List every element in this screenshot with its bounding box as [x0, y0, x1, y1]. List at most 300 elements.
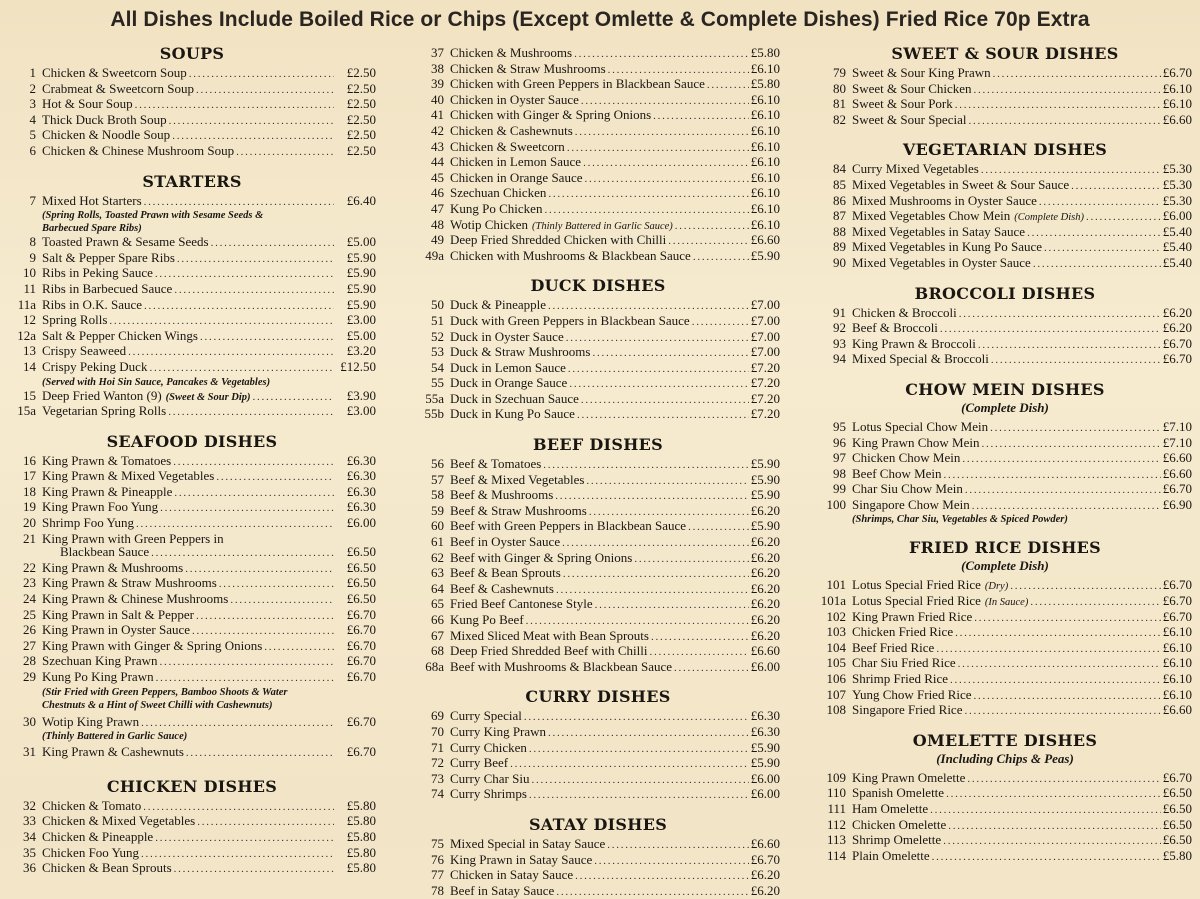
item-name: Sweet & Sour Chicken	[852, 80, 972, 96]
item-name: Hot & Sour Soup	[42, 96, 133, 112]
item-number: 20	[23, 515, 36, 531]
menu-item	[818, 771, 1192, 787]
menu-item	[416, 772, 780, 788]
section-chow-mein	[818, 420, 1192, 514]
dot-leader	[548, 298, 749, 314]
item-number: 111	[827, 801, 846, 816]
item-number: 49a	[425, 247, 444, 263]
item-price: £6.10	[750, 138, 780, 154]
dot-leader	[219, 576, 334, 592]
menu-item	[416, 93, 780, 109]
item-price: £5.40	[1162, 223, 1192, 239]
dot-leader	[211, 235, 334, 251]
section-seafood-a	[8, 454, 376, 532]
dot-leader	[583, 155, 749, 171]
menu-item	[818, 451, 1192, 467]
menu-item	[416, 504, 780, 520]
item-number: 44	[431, 154, 444, 170]
dot-leader	[943, 833, 1161, 849]
dot-leader	[196, 82, 334, 98]
item-number: 58	[431, 487, 444, 503]
item-price: £7.00	[750, 297, 780, 313]
item-name: Salt & Pepper Spare Ribs	[42, 249, 175, 265]
menu-item	[416, 629, 780, 645]
item-price: £5.30	[1162, 161, 1192, 177]
dot-leader	[607, 837, 749, 853]
dot-leader	[230, 592, 334, 608]
menu-item	[818, 240, 1192, 256]
item-number: 12	[23, 312, 36, 328]
dot-leader	[1027, 225, 1161, 241]
dot-leader	[688, 519, 749, 535]
item-price: £6.70	[346, 606, 376, 622]
item-price: £2.50	[346, 127, 376, 143]
dot-leader	[563, 566, 749, 582]
item-number: 97	[833, 450, 846, 466]
dot-leader	[543, 457, 748, 473]
item-name: Wotip King Prawn	[42, 713, 140, 729]
item-name: Deep Fried Wanton (9)	[42, 387, 162, 403]
item-name: Mixed Special & Broccoli	[852, 351, 989, 367]
menu-item	[818, 97, 1192, 113]
dot-leader	[144, 298, 334, 314]
item-name: Spring Rolls	[42, 312, 108, 328]
item-price: £2.50	[346, 65, 376, 80]
item-name: Duck in Lemon Sauce	[450, 359, 566, 375]
item-price: £5.90	[750, 755, 780, 771]
dot-leader	[651, 629, 749, 645]
menu-item	[818, 656, 1192, 672]
item-number: 4	[29, 111, 36, 127]
item-number: 60	[431, 518, 444, 534]
item-name: Curry King Prawn	[450, 723, 547, 739]
item-name: Char Siu Fried Rice	[852, 655, 956, 671]
menu-item	[818, 482, 1192, 498]
item-number: 55	[431, 375, 444, 391]
item-name: Duck in Oyster Sauce	[450, 328, 564, 344]
item-number: 13	[23, 343, 36, 359]
item-name: Chicken & Tomato	[42, 797, 142, 813]
dot-leader	[668, 233, 748, 249]
item-name: Yung Chow Fried Rice	[852, 686, 972, 702]
item-name: Beef Chow Mein	[852, 465, 942, 481]
dot-leader	[930, 802, 1161, 818]
item-name: King Prawn & Cashewnuts	[42, 744, 184, 760]
item-price: £6.70	[1162, 351, 1192, 367]
menu-item	[416, 345, 780, 361]
menu-item	[818, 818, 1192, 834]
item-price: £7.00	[750, 344, 780, 360]
item-number: 109	[826, 769, 846, 785]
menu-item	[8, 313, 376, 329]
item-price: £6.00	[750, 658, 780, 674]
item-number: 110	[826, 785, 846, 801]
item-price: £5.30	[1162, 176, 1192, 192]
item-name: Chicken with Green Peppers in Blackbean Sauce	[450, 76, 705, 92]
dot-leader	[974, 688, 1161, 704]
item-name: Sweet & Sour Pork	[852, 96, 953, 112]
dot-leader	[524, 709, 749, 725]
item-name: Beef with Ginger & Spring Onions	[450, 549, 633, 565]
dot-leader	[548, 725, 749, 741]
item-number: 40	[431, 91, 444, 107]
dot-leader	[595, 597, 749, 613]
menu-column-1	[8, 38, 376, 877]
menu-item	[416, 725, 780, 741]
section-subtitle-omelette: (Including Chips & Peas)	[936, 750, 1074, 766]
item-number: 22	[23, 559, 36, 575]
dot-leader	[160, 500, 334, 516]
menu-item	[8, 516, 376, 532]
item-number: 56	[431, 456, 444, 472]
dot-leader	[577, 407, 749, 423]
item-name: Plain Omelette	[852, 847, 930, 863]
menu-item	[8, 144, 376, 160]
dot-leader	[589, 504, 749, 520]
item-name: Shrimp Omelette	[852, 832, 942, 848]
item-number: 28	[23, 653, 36, 669]
item-number: 61	[431, 534, 444, 550]
item-name: Chicken & Mixed Vegetables	[42, 813, 196, 829]
section-title-vegetarian: VEGETARIAN DISHES	[902, 140, 1108, 160]
item-name: Chicken with Ginger & Spring Onions	[450, 107, 652, 123]
section-title-starters: STARTERS	[142, 171, 242, 191]
item-price: £7.10	[1162, 418, 1192, 434]
section-subtitle-chow-mein: (Complete Dish)	[961, 399, 1049, 415]
section-title-beef: BEEF DISHES	[533, 435, 663, 455]
item-price: £3.20	[346, 343, 376, 359]
item-price: £6.10	[1162, 96, 1192, 112]
item-name: Mixed Vegetables in Sweet & Sour Sauce	[852, 176, 1070, 192]
menu-item	[818, 594, 1192, 610]
item-name: King Prawn Chow Mein	[852, 434, 980, 450]
item-name: Curry Shrimps	[450, 786, 527, 802]
item-price: £6.50	[1162, 816, 1192, 832]
item-name: King Prawn & Mushrooms	[42, 559, 184, 575]
item-name-continued: Blackbean Sauce	[60, 544, 150, 560]
dot-leader	[177, 251, 334, 267]
item-price: £2.50	[346, 80, 376, 96]
item-name: Ribs in Barbecued Sauce	[42, 280, 173, 296]
menu-item	[416, 46, 780, 62]
item-price: £6.10	[1162, 624, 1192, 640]
section-duck	[416, 298, 780, 423]
menu-item	[818, 833, 1192, 849]
menu-column-3	[818, 38, 1192, 864]
item-note: (Thinly Battered in Garlic Sauce)	[532, 220, 673, 232]
dot-leader	[144, 194, 334, 210]
item-number: 46	[431, 185, 444, 201]
item-name: King Prawn & Mixed Vegetables	[42, 468, 215, 484]
item-price: £7.20	[750, 390, 780, 406]
menu-item	[416, 535, 780, 551]
dot-leader	[1071, 178, 1161, 194]
item-number: 105	[826, 655, 846, 671]
item-number: 39	[431, 76, 444, 92]
item-number: 29	[23, 669, 36, 684]
item-number: 6	[29, 142, 36, 158]
dot-leader	[109, 313, 334, 329]
item-name: Chicken & Mushrooms	[450, 45, 573, 60]
item-price: £6.00	[1162, 208, 1192, 224]
item-name: Chicken Chow Mein	[852, 450, 961, 466]
menu-item	[8, 861, 376, 877]
item-name: Sweet & Sour King Prawn	[852, 65, 991, 80]
menu-item-continuation	[8, 545, 376, 561]
menu-item	[8, 485, 376, 501]
item-name: Chicken & Sweetcorn	[450, 138, 565, 154]
item-number: 91	[833, 304, 846, 320]
dot-leader	[135, 97, 334, 113]
menu-item	[8, 298, 376, 314]
item-number: 50	[431, 297, 444, 313]
item-price: £6.30	[346, 483, 376, 499]
item-price: £2.50	[346, 111, 376, 127]
item-price: £6.00	[750, 786, 780, 802]
item-name: Lotus Special Chow Mein	[852, 418, 989, 434]
item-price: £3.00	[346, 312, 376, 328]
item-price: £5.00	[346, 327, 376, 343]
menu-item	[818, 849, 1192, 865]
menu-item	[8, 329, 376, 345]
menu-column-2	[416, 46, 780, 899]
item-name: King Prawn in Satay Sauce	[450, 851, 593, 867]
item-name: King Prawn Foo Yung	[42, 499, 159, 515]
item-price: £7.10	[1162, 434, 1192, 450]
dot-leader	[236, 144, 334, 160]
item-price: £6.70	[750, 851, 780, 867]
section-fried-rice	[818, 578, 1192, 718]
dot-leader	[968, 113, 1160, 129]
item-number: 90	[833, 254, 846, 270]
item-price: £5.80	[1162, 847, 1192, 863]
menu-item	[416, 709, 780, 725]
menu-item	[416, 171, 780, 187]
menu-item	[8, 715, 376, 731]
section-beef	[416, 457, 780, 675]
dot-leader	[555, 488, 748, 504]
menu-item	[8, 235, 376, 251]
item-price: £6.70	[1162, 769, 1192, 785]
item-number: 112	[826, 816, 846, 832]
item-name: Chicken & Pineapple	[42, 828, 154, 844]
item-price: £6.20	[750, 534, 780, 550]
item-number: 11a	[17, 296, 36, 312]
item-price: £5.90	[346, 296, 376, 312]
menu-item	[416, 298, 780, 314]
item-name: King Prawn with Green Peppers in	[42, 530, 224, 546]
menu-item	[416, 613, 780, 629]
item-number: 26	[23, 622, 36, 638]
item-number: 47	[431, 200, 444, 216]
item-number: 87	[833, 208, 846, 224]
item-price: £6.50	[1162, 801, 1192, 816]
item-number: 76	[431, 851, 444, 867]
menu-item	[416, 756, 780, 772]
menu-item	[818, 498, 1192, 514]
item-price: £6.70	[1162, 65, 1192, 80]
dot-leader	[197, 814, 334, 830]
menu-item	[8, 66, 376, 82]
menu-item	[416, 140, 780, 156]
section-seafood-b	[8, 561, 376, 686]
item-name: Chicken & Sweetcorn Soup	[42, 65, 187, 80]
menu-item	[8, 654, 376, 670]
item-price: £6.70	[1162, 481, 1192, 497]
menu-item	[416, 473, 780, 489]
item-number: 11	[23, 280, 36, 296]
section-chicken-b	[416, 46, 780, 264]
item-name: Chicken in Satay Sauce	[450, 867, 574, 883]
item-price: £5.90	[346, 265, 376, 281]
item-price: £5.30	[1162, 192, 1192, 208]
item-price: £6.10	[1162, 80, 1192, 96]
item-price: £6.20	[750, 882, 780, 898]
section-vegetarian	[818, 162, 1192, 271]
item-name: Crispy Seaweed	[42, 343, 127, 359]
menu-item	[416, 62, 780, 78]
item-name: King Prawn & Chinese Mushrooms	[42, 591, 229, 607]
dot-leader	[566, 330, 749, 346]
menu-item	[416, 218, 780, 234]
item-price: £6.70	[1162, 335, 1192, 351]
menu-item	[8, 282, 376, 298]
dot-leader	[529, 787, 749, 803]
dot-leader	[974, 610, 1161, 626]
dot-leader	[192, 623, 334, 639]
item-name: Curry Special	[450, 708, 522, 724]
dot-leader	[981, 162, 1161, 178]
item-price: £6.10	[1162, 671, 1192, 687]
dot-leader	[959, 306, 1161, 322]
item-name: Duck in Orange Sauce	[450, 375, 568, 391]
item-name: Ribs in Peking Sauce	[42, 265, 153, 281]
menu-item	[8, 500, 376, 516]
item-name: Kung Po King Prawn	[42, 669, 154, 684]
item-name: Duck & Pineapple	[450, 297, 547, 313]
item-name: King Prawn Omelette	[852, 769, 966, 785]
menu-item	[416, 551, 780, 567]
item-name: Chicken & Bean Sprouts	[42, 860, 172, 876]
item-name: Beef & Mixed Vegetables	[450, 471, 585, 487]
menu-item	[8, 469, 376, 485]
item-number: 45	[431, 169, 444, 185]
menu-item	[416, 392, 780, 408]
menu-item	[818, 194, 1192, 210]
menu-item	[8, 799, 376, 815]
item-number: 93	[833, 335, 846, 351]
menu-item	[818, 256, 1192, 272]
menu-item	[818, 113, 1192, 129]
dot-leader	[128, 344, 334, 360]
section-curry	[416, 709, 780, 803]
menu-item	[818, 688, 1192, 704]
item-name: Chicken with Mushrooms & Blackbean Sauce	[450, 247, 691, 263]
item-name: Chicken & Noodle Soup	[42, 127, 171, 143]
dot-leader	[693, 249, 749, 265]
dot-leader	[141, 846, 334, 862]
item-name: Spanish Omelette	[852, 785, 945, 801]
dot-leader	[253, 389, 334, 405]
item-price: £6.70	[1162, 608, 1192, 624]
menu-item	[818, 786, 1192, 802]
item-name: King Prawn in Salt & Pepper	[42, 606, 195, 622]
menu-item	[416, 330, 780, 346]
item-price: £6.10	[750, 91, 780, 107]
menu-item	[416, 741, 780, 757]
dot-leader	[174, 861, 334, 877]
item-name: Curry Mixed Vegetables	[852, 161, 979, 177]
item-name: Curry Beef	[450, 755, 509, 771]
dot-leader	[264, 639, 334, 655]
item-number: 43	[431, 138, 444, 154]
dot-leader	[151, 545, 334, 561]
dot-leader	[155, 266, 334, 282]
menu-item	[8, 97, 376, 113]
dot-leader	[967, 771, 1160, 787]
item-number: 5	[29, 127, 36, 143]
item-price: £6.00	[346, 515, 376, 531]
item-price: £6.10	[750, 169, 780, 185]
item-number: 15	[23, 387, 36, 403]
item-name: Chicken & Broccoli	[852, 304, 957, 320]
item-name: Singapore Fried Rice	[852, 702, 963, 718]
dot-leader	[1044, 240, 1161, 256]
item-price: £5.90	[750, 739, 780, 755]
dot-leader	[674, 660, 749, 676]
dot-leader	[575, 124, 749, 140]
item-note: (In Sauce)	[984, 597, 1029, 609]
item-price: £6.20	[750, 627, 780, 643]
item-name: King Prawn & Tomatoes	[42, 452, 172, 468]
item-number: 36	[23, 860, 36, 876]
item-note: (Dry)	[984, 581, 1009, 593]
item-price: £6.30	[750, 723, 780, 739]
dot-leader	[160, 654, 334, 670]
item-name: King Prawn Fried Rice	[852, 608, 973, 624]
item-price: £5.80	[346, 844, 376, 860]
menu-banner: All Dishes Include Boiled Rice or Chips (Except Omlette & Complete Dishes) Fried Rice 70p Extra	[110, 8, 1090, 31]
menu-item	[416, 868, 780, 884]
item-number: 77	[431, 867, 444, 883]
item-number: 7	[29, 192, 36, 208]
dot-leader	[173, 454, 334, 470]
item-number: 114	[826, 847, 846, 863]
item-price: £5.90	[750, 471, 780, 487]
item-number: 108	[826, 702, 846, 718]
item-name: Chicken in Oyster Sauce	[450, 91, 579, 107]
dot-leader	[172, 128, 334, 144]
item-name: Lotus Special Fried Rice	[852, 577, 981, 593]
menu-item	[8, 360, 376, 376]
item-name: Mixed Sliced Meat with Bean Sprouts	[450, 627, 649, 643]
menu-item	[8, 82, 376, 98]
item-number: 86	[833, 192, 846, 208]
menu-item	[8, 846, 376, 862]
item-name: Fried Beef Cantonese Style	[450, 596, 593, 612]
item-name: Chicken Omelette	[852, 816, 947, 832]
item-name: Chicken in Lemon Sauce	[450, 154, 582, 170]
dot-leader	[189, 66, 334, 82]
item-price: £6.10	[750, 60, 780, 76]
dot-leader	[200, 329, 334, 345]
menu-item	[8, 830, 376, 846]
dot-leader	[556, 884, 748, 899]
item-name: Szechuan Chicken	[450, 185, 547, 201]
item-name: Beef & Mushrooms	[450, 487, 554, 503]
item-number: 48	[431, 216, 444, 232]
menu-item	[8, 670, 376, 686]
